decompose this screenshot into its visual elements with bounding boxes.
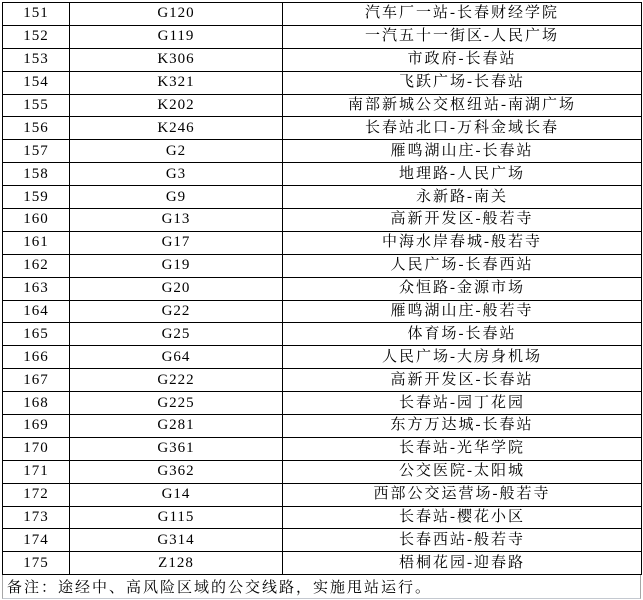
route-number-cell: 166	[3, 346, 70, 369]
route-code-cell: K202	[70, 94, 283, 117]
route-code-cell: G281	[70, 415, 283, 438]
route-code-cell: G19	[70, 254, 283, 277]
route-number-cell: 174	[3, 529, 70, 552]
route-code-cell: G120	[70, 3, 283, 26]
route-code-cell: G225	[70, 392, 283, 415]
route-number-cell: 158	[3, 163, 70, 186]
route-code-cell: G361	[70, 437, 283, 460]
route-name-cell: 市政府-长春站	[283, 48, 642, 71]
route-name-cell: 梧桐花园-迎春路	[283, 552, 642, 575]
route-number-cell: 160	[3, 209, 70, 232]
route-name-cell: 人民广场-大房身机场	[283, 346, 642, 369]
table-row	[3, 140, 642, 163]
route-name-cell: 长春站-樱花小区	[283, 506, 642, 529]
route-number-cell: 152	[3, 25, 70, 48]
route-code-cell: G9	[70, 186, 283, 209]
route-name-cell: 汽车厂一站-长春财经学院	[283, 3, 642, 26]
route-number-cell: 172	[3, 483, 70, 506]
table-row	[3, 506, 642, 529]
route-number-cell: 169	[3, 415, 70, 438]
table-row	[3, 163, 642, 186]
route-code-cell: G119	[70, 25, 283, 48]
route-name-cell: 长春站北口-万科金域长春	[283, 117, 642, 140]
route-code-cell: G14	[70, 483, 283, 506]
table-row	[3, 529, 642, 552]
table-row	[3, 483, 642, 506]
route-name-cell: 飞跃广场-长春站	[283, 71, 642, 94]
route-name-cell: 长春站-光华学院	[283, 437, 642, 460]
table-row	[3, 231, 642, 254]
table-row	[3, 346, 642, 369]
route-number-cell: 165	[3, 323, 70, 346]
route-code-cell: Z128	[70, 552, 283, 575]
table-row	[3, 209, 642, 232]
route-name-cell: 人民广场-长春西站	[283, 254, 642, 277]
route-code-cell: G314	[70, 529, 283, 552]
route-number-cell: 155	[3, 94, 70, 117]
route-number-cell: 163	[3, 277, 70, 300]
route-code-cell: G17	[70, 231, 283, 254]
route-number-cell: 173	[3, 506, 70, 529]
route-code-cell: G362	[70, 460, 283, 483]
table-row	[3, 392, 642, 415]
route-number-cell: 168	[3, 392, 70, 415]
table-row	[3, 552, 642, 575]
route-name-cell: 西部公交运营场-般若寺	[283, 483, 642, 506]
table-row	[3, 3, 642, 26]
route-name-cell: 长春西站-般若寺	[283, 529, 642, 552]
note-text: 备注：途经中、高风险区域的公交线路，实施甩站运行。	[7, 580, 433, 597]
route-number-cell: 170	[3, 437, 70, 460]
route-name-cell: 南部新城公交枢纽站-南湖广场	[283, 94, 642, 117]
route-name-cell: 公交医院-太阳城	[283, 460, 642, 483]
route-code-cell: G2	[70, 140, 283, 163]
table-row	[3, 94, 642, 117]
route-code-cell: G115	[70, 506, 283, 529]
route-name-cell: 体育场-长春站	[283, 323, 642, 346]
route-name-cell: 东方万达城-长春站	[283, 415, 642, 438]
route-number-cell: 161	[3, 231, 70, 254]
table-row	[3, 254, 642, 277]
table-row	[3, 186, 642, 209]
route-code-cell: G20	[70, 277, 283, 300]
table-row	[3, 277, 642, 300]
route-number-cell: 175	[3, 552, 70, 575]
route-code-cell: G13	[70, 209, 283, 232]
table-row	[3, 300, 642, 323]
table-row	[3, 437, 642, 460]
route-number-cell: 153	[3, 48, 70, 71]
table-row	[3, 48, 642, 71]
route-name-cell: 永新路-南关	[283, 186, 642, 209]
route-code-cell: K306	[70, 48, 283, 71]
route-name-cell: 高新开发区-长春站	[283, 369, 642, 392]
route-number-cell: 164	[3, 300, 70, 323]
route-name-cell: 长春站-园丁花园	[283, 392, 642, 415]
route-code-cell: K246	[70, 117, 283, 140]
route-number-cell: 171	[3, 460, 70, 483]
route-name-cell: 雁鸣湖山庄-长春站	[283, 140, 642, 163]
route-code-cell: G3	[70, 163, 283, 186]
bus-route-table	[2, 2, 642, 575]
route-name-cell: 众恒路-金源市场	[283, 277, 642, 300]
route-number-cell: 154	[3, 71, 70, 94]
route-name-cell: 地理路-人民广场	[283, 163, 642, 186]
route-code-cell: G22	[70, 300, 283, 323]
table-row	[3, 323, 642, 346]
route-number-cell: 162	[3, 254, 70, 277]
route-name-cell: 一汽五十一街区-人民广场	[283, 25, 642, 48]
table-row	[3, 117, 642, 140]
route-number-cell: 151	[3, 3, 70, 26]
note-row	[2, 575, 641, 599]
table-row	[3, 415, 642, 438]
table-row	[3, 71, 642, 94]
route-name-cell: 高新开发区-般若寺	[283, 209, 642, 232]
table-row	[3, 25, 642, 48]
route-code-cell: G25	[70, 323, 283, 346]
route-number-cell: 159	[3, 186, 70, 209]
route-name-cell: 中海水岸春城-般若寺	[283, 231, 642, 254]
route-name-cell: 雁鸣湖山庄-般若寺	[283, 300, 642, 323]
table-row	[3, 369, 642, 392]
route-number-cell: 157	[3, 140, 70, 163]
route-code-cell: G222	[70, 369, 283, 392]
route-number-cell: 167	[3, 369, 70, 392]
route-number-cell: 156	[3, 117, 70, 140]
route-code-cell: G64	[70, 346, 283, 369]
route-code-cell: K321	[70, 71, 283, 94]
table-row	[3, 460, 642, 483]
